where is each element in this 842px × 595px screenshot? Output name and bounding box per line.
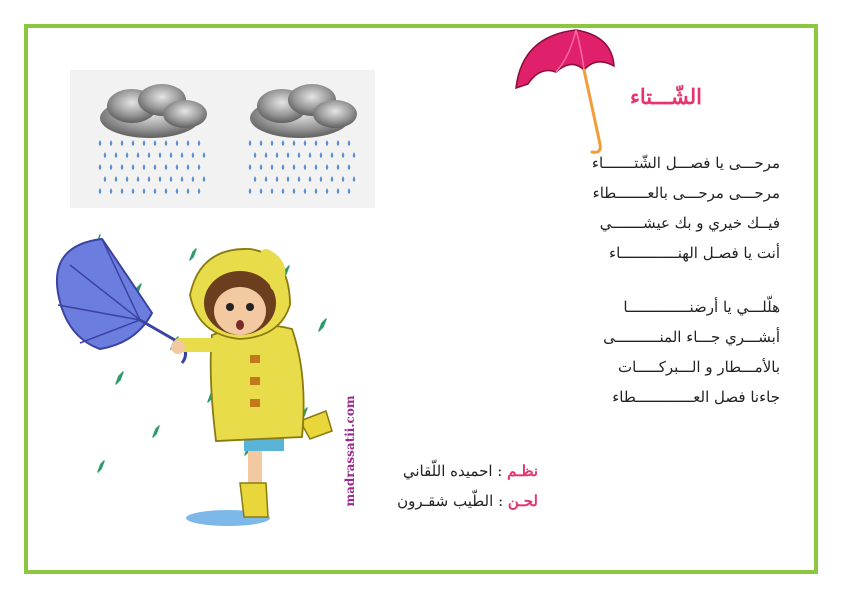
raindrop-icon bbox=[165, 140, 168, 146]
raindrop-icon bbox=[276, 176, 279, 182]
raindrop-icon bbox=[304, 188, 307, 194]
credit-separator: : bbox=[498, 492, 504, 510]
raindrop-icon bbox=[165, 164, 168, 170]
raindrop-icon bbox=[353, 176, 356, 182]
raindrop-icon bbox=[254, 176, 257, 182]
raindrop-icon bbox=[126, 176, 129, 182]
raindrop-icon bbox=[203, 176, 206, 182]
raindrop-icon bbox=[137, 176, 140, 182]
stanza-gap bbox=[480, 268, 780, 292]
raindrop-icon bbox=[99, 164, 102, 170]
raindrop-icon bbox=[298, 152, 301, 158]
page-title: الشّـــتاء bbox=[629, 84, 702, 109]
poem-line: فيــك خيري و بك عيشـــــــي bbox=[599, 214, 780, 232]
raindrop-icon bbox=[170, 152, 173, 158]
music-composer: الطّيب شقـرون bbox=[397, 492, 494, 510]
umbrella-icon bbox=[57, 239, 186, 363]
raindrop-icon bbox=[282, 188, 285, 194]
girl-in-raincoat-illustration bbox=[40, 225, 360, 535]
raindrop-icon bbox=[165, 188, 168, 194]
raindrop-icon bbox=[104, 176, 107, 182]
raindrop-icon bbox=[143, 164, 146, 170]
pink-umbrella-illustration bbox=[508, 26, 618, 158]
raindrop-icon bbox=[198, 140, 201, 146]
watermark-text: madrassatii.com bbox=[343, 395, 357, 507]
raindrop-icon bbox=[260, 188, 263, 194]
raindrop-icon bbox=[143, 188, 146, 194]
raindrop-icon bbox=[271, 164, 274, 170]
music-credit bbox=[397, 486, 538, 516]
raindrop-icon bbox=[287, 152, 290, 158]
raindrop-icon bbox=[271, 140, 274, 146]
raindrop-icon bbox=[187, 140, 190, 146]
raindrop-icon bbox=[298, 176, 301, 182]
raindrop-icon bbox=[342, 152, 345, 158]
raindrop-icon bbox=[110, 164, 113, 170]
raindrop-icon bbox=[187, 164, 190, 170]
raindrop-icon bbox=[304, 164, 307, 170]
raindrop-icon bbox=[154, 188, 157, 194]
raindrop-icon bbox=[348, 140, 351, 146]
raindrop-icon bbox=[203, 152, 206, 158]
poem-line: مرحـــى مرحـــى بالعـــــــطاء bbox=[592, 184, 780, 202]
raindrop-icon bbox=[159, 176, 162, 182]
raindrop-icon bbox=[121, 140, 124, 146]
raindrop-icon bbox=[331, 152, 334, 158]
raindrop-icon bbox=[287, 176, 290, 182]
raindrop-icon bbox=[337, 164, 340, 170]
raindrop-icon bbox=[315, 188, 318, 194]
raindrop-icon bbox=[348, 164, 351, 170]
watermark bbox=[340, 387, 360, 515]
poem-line: هلّلـــي يا أرضنــــــــــــــا bbox=[623, 298, 780, 316]
raindrop-icon bbox=[181, 176, 184, 182]
raindrop-icon bbox=[99, 140, 102, 146]
raindrop-icon bbox=[260, 164, 263, 170]
credit-separator: : bbox=[497, 462, 503, 480]
raindrop-icon bbox=[126, 152, 129, 158]
raindrop-icon bbox=[271, 188, 274, 194]
raindrop-icon bbox=[337, 140, 340, 146]
raindrop-icon bbox=[148, 152, 151, 158]
raindrop-icon bbox=[148, 176, 151, 182]
raindrop-icon bbox=[254, 152, 257, 158]
lyrics-credit bbox=[397, 456, 538, 486]
raindrop-icon bbox=[198, 188, 201, 194]
raindrop-icon bbox=[115, 176, 118, 182]
raindrop-icon bbox=[176, 140, 179, 146]
poem bbox=[480, 148, 780, 412]
raindrop-icon bbox=[309, 176, 312, 182]
lyrics-author: احميده اللّقاني bbox=[402, 462, 493, 480]
raindrop-icon bbox=[282, 164, 285, 170]
raindrop-icon bbox=[309, 152, 312, 158]
raindrop-icon bbox=[348, 188, 351, 194]
raindrop-icon bbox=[110, 188, 113, 194]
raindrop-icon bbox=[99, 188, 102, 194]
credits bbox=[397, 456, 538, 516]
raindrop-icon bbox=[315, 164, 318, 170]
raindrop-icon bbox=[249, 140, 252, 146]
raindrop-icon bbox=[121, 188, 124, 194]
raindrop-icon bbox=[121, 164, 124, 170]
raindrop-icon bbox=[159, 152, 162, 158]
raindrop-icon bbox=[137, 152, 140, 158]
poem-line: بالأمـــطار و الـــبركـــــات bbox=[618, 358, 780, 376]
poem-line: مرحـــى يا فصـــل الشّتـــــــاء bbox=[591, 154, 780, 172]
raindrop-icon bbox=[276, 152, 279, 158]
raindrop-icon bbox=[132, 140, 135, 146]
rain-clouds-illustration bbox=[70, 70, 375, 208]
raindrop-icon bbox=[320, 176, 323, 182]
raindrop-icon bbox=[176, 188, 179, 194]
raindrop-icon bbox=[154, 140, 157, 146]
raindrop-icon bbox=[326, 164, 329, 170]
music-label: لحـن bbox=[507, 492, 538, 510]
cloud-icon bbox=[250, 84, 357, 138]
raindrop-icon bbox=[326, 140, 329, 146]
raindrop-icon bbox=[320, 152, 323, 158]
raindrop-icon bbox=[249, 164, 252, 170]
lyrics-label: نظـم bbox=[507, 462, 538, 480]
raindrop-icon bbox=[337, 188, 340, 194]
poem-line: أنت يا فصـل الهنـــــــــــــاء bbox=[609, 244, 780, 262]
raindrop-icon bbox=[181, 152, 184, 158]
raindrop-icon bbox=[315, 140, 318, 146]
raindrop-icon bbox=[304, 140, 307, 146]
raindrop-icon bbox=[265, 176, 268, 182]
raindrop-icon bbox=[176, 164, 179, 170]
raindrop-icon bbox=[132, 164, 135, 170]
poem-line: جاءنا فصل العـــــــــــــطاء bbox=[612, 388, 780, 406]
raindrop-icon bbox=[282, 140, 285, 146]
raindrop-icon bbox=[115, 152, 118, 158]
raindrop-icon bbox=[192, 152, 195, 158]
raindrop-icon bbox=[170, 176, 173, 182]
raindrop-icon bbox=[143, 140, 146, 146]
raindrop-icon bbox=[249, 188, 252, 194]
raindrop-icon bbox=[265, 152, 268, 158]
raindrop-icon bbox=[342, 176, 345, 182]
raindrop-icon bbox=[187, 188, 190, 194]
cloud-icon bbox=[100, 84, 207, 138]
raindrop-icon bbox=[293, 164, 296, 170]
raindrop-icon bbox=[154, 164, 157, 170]
raindrop-icon bbox=[104, 152, 107, 158]
raindrop-icon bbox=[293, 140, 296, 146]
raindrop-icon bbox=[331, 176, 334, 182]
raindrop-icon bbox=[198, 164, 201, 170]
raindrop-icon bbox=[353, 152, 356, 158]
raindrop-icon bbox=[110, 140, 113, 146]
raindrop-icon bbox=[132, 188, 135, 194]
poem-line: أبشـــري جـــاء المنــــــــــى bbox=[603, 328, 780, 346]
raindrop-icon bbox=[192, 176, 195, 182]
raindrop-icon bbox=[260, 140, 263, 146]
raindrop-icon bbox=[326, 188, 329, 194]
raindrop-icon bbox=[293, 188, 296, 194]
